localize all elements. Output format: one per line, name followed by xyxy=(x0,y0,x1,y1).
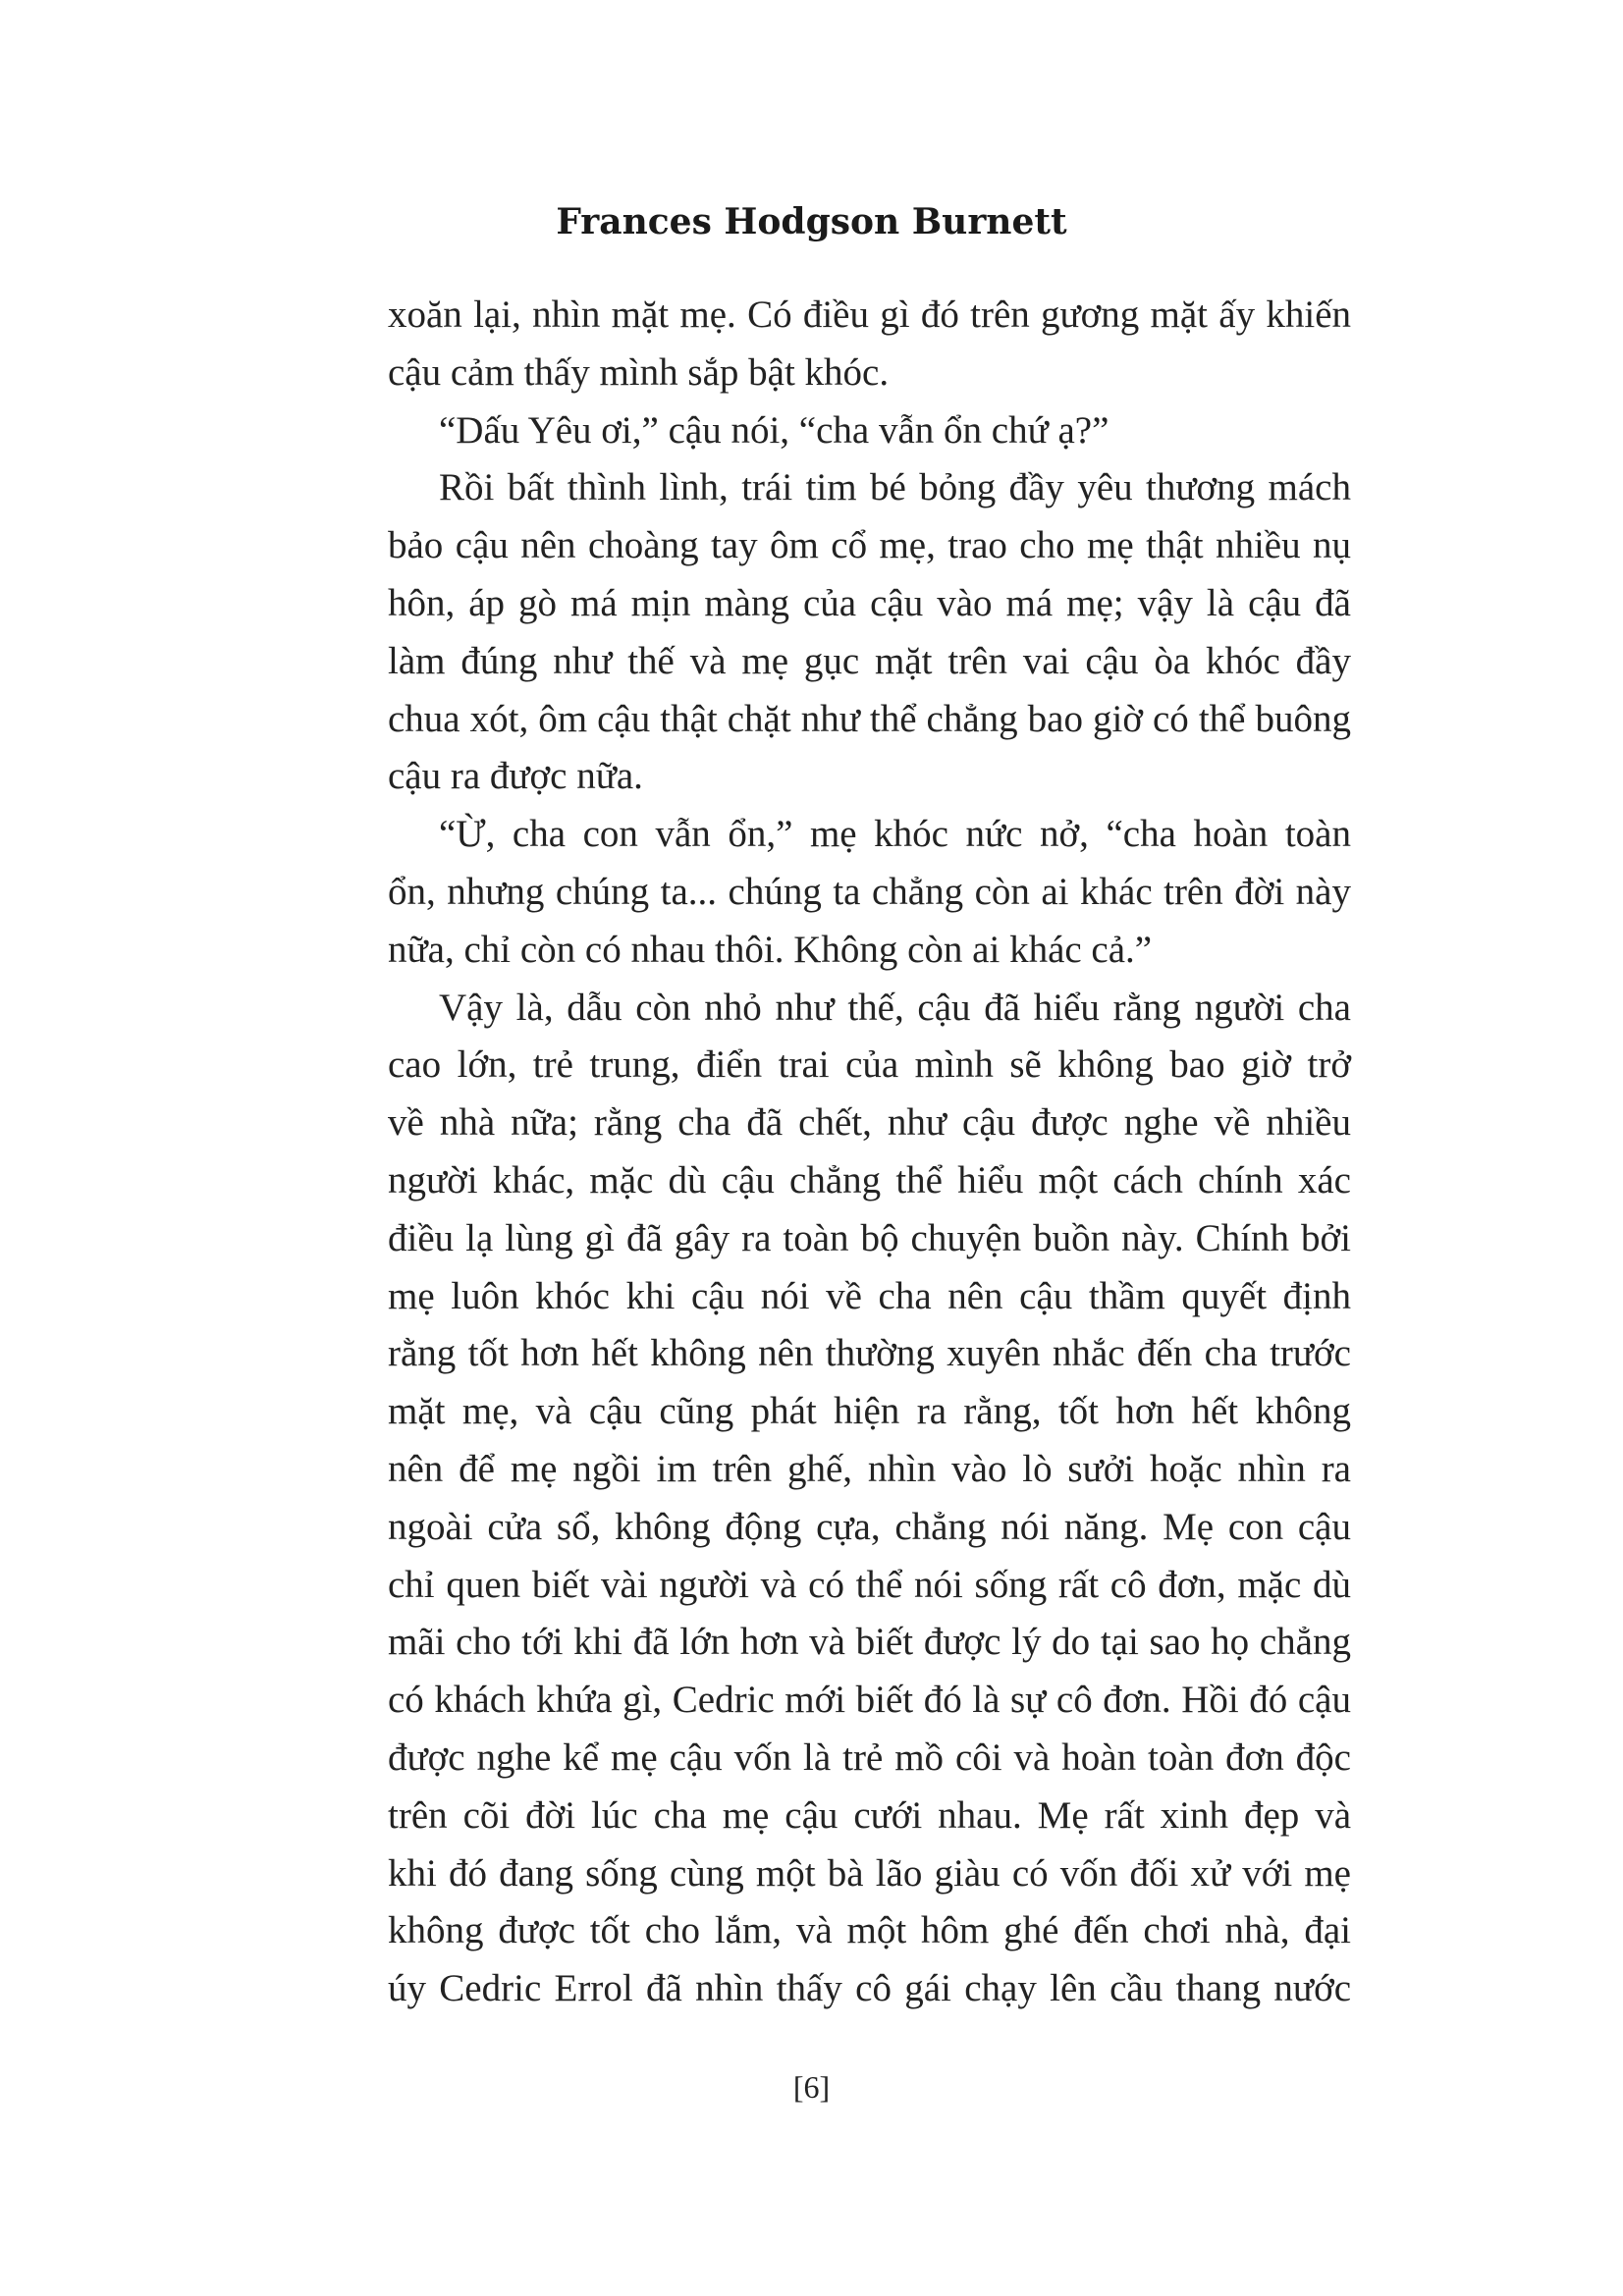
text-line: làm đúng như thế và mẹ gục mặt trên vai cậu òa khóc đầy xyxy=(388,639,1351,682)
text-line: hôn, áp gò má mịn màng của cậu vào má mẹ; vậy là cậu đã xyxy=(388,581,1351,624)
text-line: xoăn lại, nhìn mặt mẹ. Có điều gì đó trên gương mặt ấy khiến xyxy=(388,294,1351,336)
text-line: cậu ra được nữa. xyxy=(388,755,643,798)
text-line: có khách khứa gì, Cedric mới biết đó là sự cô đơn. Hồi đó cậu xyxy=(388,1679,1351,1722)
text-line: về nhà nữa; rằng cha đã chết, như cậu được nghe về nhiều xyxy=(388,1101,1351,1145)
text-line: Rồi bất thình lình, trái tim bé bỏng đầy yêu thương mách xyxy=(439,466,1351,509)
text-line: rằng tốt hơn hết không nên thường xuyên nhắc đến cha trước xyxy=(388,1332,1351,1375)
text-line: ổn, nhưng chúng ta... chúng ta chẳng còn ai khác trên đời này xyxy=(388,870,1351,913)
text-line: cao lớn, trẻ trung, điển trai của mình sẽ không bao giờ trở xyxy=(388,1043,1351,1087)
text-line: bảo cậu nên choàng tay ôm cổ mẹ, trao cho mẹ thật nhiều nụ xyxy=(388,524,1351,567)
running-header-author: Frances Hodgson Burnett xyxy=(556,201,1067,242)
text-line: được nghe kể mẹ cậu vốn là trẻ mồ côi và hoàn toàn đơn độc xyxy=(388,1735,1351,1779)
text-line: không được tốt cho lắm, và một hôm ghé đến chơi nhà, đại xyxy=(388,1909,1351,1952)
text-line: trên cõi đời lúc cha mẹ cậu cưới nhau. Mẹ rất xinh đẹp và xyxy=(388,1793,1351,1837)
text-line: úy Cedric Errol đã nhìn thấy cô gái chạy lên cầu thang nước xyxy=(388,1967,1351,2010)
text-line: “Ừ, cha con vẫn ổn,” mẹ khóc nức nở, “cha hoàn toàn xyxy=(439,813,1351,856)
text-line: người khác, mặc dù cậu chẳng thể hiểu một cách chính xác xyxy=(388,1158,1351,1201)
text-line: nữa, chỉ còn có nhau thôi. Không còn ai khác cả.” xyxy=(388,928,1153,971)
text-line: mẹ luôn khóc khi cậu nói về cha nên cậu thầm quyết định xyxy=(388,1274,1351,1317)
text-line: “Dấu Yêu ơi,” cậu nói, “cha vẫn ổn chứ ạ?” xyxy=(439,408,1109,452)
text-line: chỉ quen biết vài người và có thể nói sống rất cô đơn, mặc dù xyxy=(388,1563,1351,1606)
text-line: điều lạ lùng gì đã gây ra toàn bộ chuyện buồn này. Chính bởi xyxy=(388,1216,1351,1259)
text-line: Vậy là, dẫu còn nhỏ như thế, cậu đã hiểu rằng người cha xyxy=(439,986,1351,1029)
text-line: ngoài cửa sổ, không động cựa, chẳng nói năng. Mẹ con cậu xyxy=(388,1505,1351,1548)
text-line: khi đó đang sống cùng một bà lão giàu có vốn đối xử với mẹ xyxy=(388,1851,1351,1895)
text-line: mãi cho tới khi đã lớn hơn và biết được lý do tại sao họ chẳng xyxy=(388,1621,1351,1664)
text-line: chua xót, ôm cậu thật chặt như thể chẳng bao giờ có thể buông xyxy=(388,697,1351,740)
page-number: [6] xyxy=(792,2069,831,2105)
body-text xyxy=(388,287,1351,2018)
text-line: nên để mẹ ngồi im trên ghế, nhìn vào lò sưởi hoặc nhìn ra xyxy=(388,1447,1351,1490)
text-line: cậu cảm thấy mình sắp bật khóc. xyxy=(388,350,890,394)
text-line: mặt mẹ, và cậu cũng phát hiện ra rằng, tốt hơn hết không xyxy=(388,1390,1351,1433)
